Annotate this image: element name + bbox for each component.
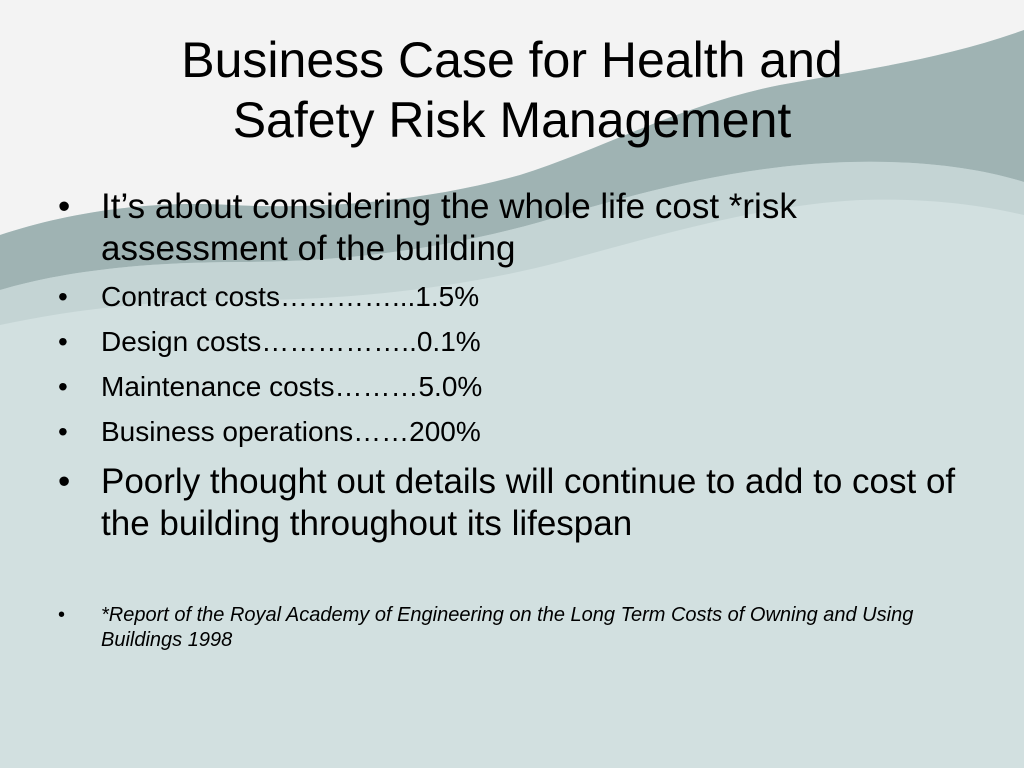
bullet-dot-icon: • bbox=[58, 187, 71, 226]
slide-title-line-2: Safety Risk Management bbox=[232, 92, 792, 148]
bullet-dot-icon: • bbox=[58, 416, 68, 447]
bullet-dot-icon: • bbox=[58, 371, 68, 402]
bullet-text: Design costs……………..0.1% bbox=[101, 326, 481, 357]
bullet-dot-icon: • bbox=[58, 326, 68, 357]
slide-title-line-1: Business Case for Health and bbox=[181, 32, 843, 88]
bullet-text: Maintenance costs………5.0% bbox=[101, 371, 483, 402]
bullet-text: *Report of the Royal Academy of Engineering on the Long Term Costs of Owning and Using Buildings 1998 bbox=[101, 604, 914, 651]
bullet-text: Poorly thought out details will continue to add to cost of the building throughout its lifespan bbox=[101, 462, 956, 543]
bullet-dot-icon: • bbox=[58, 281, 68, 312]
bullet-text: It’s about considering the whole life cost *risk assessment of the building bbox=[101, 187, 797, 268]
slide-title bbox=[60, 30, 964, 150]
bullet-text: Business operations……200% bbox=[101, 416, 481, 447]
bullet-dot-icon: • bbox=[58, 462, 71, 501]
bullet-dot-icon: • bbox=[58, 604, 66, 626]
bullet-text: Contract costs…………...1.5% bbox=[101, 281, 480, 312]
